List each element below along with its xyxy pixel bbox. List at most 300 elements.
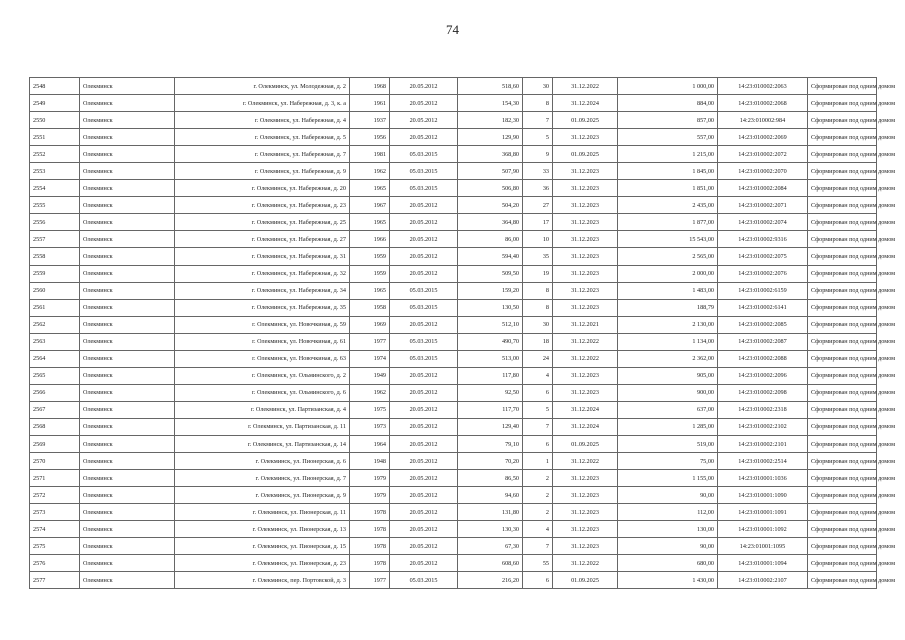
area-cell: 216,20 <box>458 572 523 589</box>
year-built-cell: 1965 <box>350 282 390 299</box>
table-row <box>30 78 877 95</box>
residents-count-cell: 8 <box>523 95 553 112</box>
address-cell: г. Олекминск, ул. Набережная, д. 20 <box>175 180 350 197</box>
table-row <box>30 572 877 589</box>
settlement-cell: Олекминск <box>80 555 175 572</box>
area-cell: 182,30 <box>458 112 523 129</box>
residents-count-cell: 8 <box>523 282 553 299</box>
land-status-cell: Сформирован под одним домом <box>808 265 877 282</box>
address-cell: г. Олекминск, ул. Набережная, д. 34 <box>175 282 350 299</box>
cadastral-number-cell: 14:23:010001:1092 <box>718 521 808 538</box>
cost-cell: 680,00 <box>618 555 718 572</box>
table-row <box>30 435 877 452</box>
land-status-cell: Сформирован под одним домом <box>808 418 877 435</box>
row-number-cell: 2562 <box>30 316 80 333</box>
address-cell: г. Олекминск, ул. Набережная, д. 9 <box>175 163 350 180</box>
deadline-date-cell: 31.12.2023 <box>553 299 618 316</box>
land-status-cell: Сформирован под одним домом <box>808 453 877 470</box>
row-number-cell: 2548 <box>30 78 80 95</box>
table-body <box>30 78 896 589</box>
inclusion-date-cell: 20.05.2012 <box>390 231 458 248</box>
inclusion-date-cell: 20.05.2012 <box>390 129 458 146</box>
area-cell: 154,30 <box>458 95 523 112</box>
cost-cell: 2 362,00 <box>618 350 718 367</box>
cost-cell: 900,00 <box>618 384 718 401</box>
year-built-cell: 1961 <box>350 95 390 112</box>
cost-cell: 1 430,00 <box>618 572 718 589</box>
row-number-cell: 2551 <box>30 129 80 146</box>
land-status-cell: Сформирован под одним домом <box>808 78 877 95</box>
address-cell: г. Олекминск, ул. Набережная, д. 25 <box>175 214 350 231</box>
cost-cell: 2 130,00 <box>618 316 718 333</box>
area-cell: 504,20 <box>458 197 523 214</box>
year-built-cell: 1962 <box>350 384 390 401</box>
table-row <box>30 163 877 180</box>
row-number-cell: 2560 <box>30 282 80 299</box>
settlement-cell: Олекминск <box>80 197 175 214</box>
land-status-cell: Сформирован под одним домом <box>808 231 877 248</box>
inclusion-date-cell: 20.05.2012 <box>390 214 458 231</box>
land-status-cell: Сформирован под одним домом <box>808 180 877 197</box>
residents-count-cell: 27 <box>523 197 553 214</box>
area-cell: 94,60 <box>458 487 523 504</box>
residents-count-cell: 7 <box>523 418 553 435</box>
inclusion-date-cell: 05.03.2015 <box>390 146 458 163</box>
deadline-date-cell: 31.12.2023 <box>553 538 618 555</box>
inclusion-date-cell: 20.05.2012 <box>390 78 458 95</box>
table-row <box>30 401 877 418</box>
residents-count-cell: 18 <box>523 333 553 350</box>
year-built-cell: 1979 <box>350 487 390 504</box>
land-status-cell: Сформирован под одним домом <box>808 112 877 129</box>
inclusion-date-cell: 05.03.2015 <box>390 299 458 316</box>
settlement-cell: Олекминск <box>80 487 175 504</box>
residents-count-cell: 4 <box>523 521 553 538</box>
inclusion-date-cell: 20.05.2012 <box>390 367 458 384</box>
deadline-date-cell: 31.12.2023 <box>553 265 618 282</box>
year-built-cell: 1981 <box>350 146 390 163</box>
year-built-cell: 1975 <box>350 401 390 418</box>
inclusion-date-cell: 20.05.2012 <box>390 453 458 470</box>
year-built-cell: 1978 <box>350 521 390 538</box>
deadline-date-cell: 01.09.2025 <box>553 112 618 129</box>
address-cell: г. Олекминск, ул. Набережная, д. 5 <box>175 129 350 146</box>
row-number-cell: 2568 <box>30 418 80 435</box>
residents-count-cell: 5 <box>523 129 553 146</box>
address-cell: г. Олекминск, ул. Набережная, д. 3, к. а <box>175 95 350 112</box>
address-cell: г. Олекминск, ул. Новочкиная, д. 63 <box>175 350 350 367</box>
deadline-date-cell: 31.12.2023 <box>553 197 618 214</box>
settlement-cell: Олекминск <box>80 180 175 197</box>
cadastral-number-cell: 14:23:010002:2318 <box>718 401 808 418</box>
row-number-cell: 2574 <box>30 521 80 538</box>
cadastral-number-cell: 14:23:010002:2085 <box>718 316 808 333</box>
area-cell: 608,60 <box>458 555 523 572</box>
address-cell: г. Олекминск, ул. Пионерская, д. 15 <box>175 538 350 555</box>
deadline-date-cell: 31.12.2024 <box>553 418 618 435</box>
settlement-cell: Олекминск <box>80 418 175 435</box>
settlement-cell: Олекминск <box>80 453 175 470</box>
row-number-cell: 2569 <box>30 435 80 452</box>
inclusion-date-cell: 20.05.2012 <box>390 470 458 487</box>
cadastral-number-cell: 14:23:010001:1091 <box>718 504 808 521</box>
address-cell: г. Олекминск, ул. Пионерская, д. 13 <box>175 521 350 538</box>
deadline-date-cell: 31.12.2023 <box>553 470 618 487</box>
residents-count-cell: 7 <box>523 538 553 555</box>
table-row <box>30 214 877 231</box>
address-cell: г. Олекминск, ул. Пионерская, д. 7 <box>175 470 350 487</box>
deadline-date-cell: 31.12.2022 <box>553 78 618 95</box>
settlement-cell: Олекминск <box>80 214 175 231</box>
cost-cell: 905,00 <box>618 367 718 384</box>
residents-count-cell: 1 <box>523 453 553 470</box>
cadastral-number-cell: 14:23:010002:2072 <box>718 146 808 163</box>
deadline-date-cell: 31.12.2022 <box>553 350 618 367</box>
land-status-cell: Сформирован под одним домом <box>808 487 877 504</box>
inclusion-date-cell: 05.03.2015 <box>390 282 458 299</box>
deadline-date-cell: 31.12.2023 <box>553 129 618 146</box>
area-cell: 518,60 <box>458 78 523 95</box>
deadline-date-cell: 31.12.2024 <box>553 401 618 418</box>
land-status-cell: Сформирован под одним домом <box>808 316 877 333</box>
residents-count-cell: 6 <box>523 384 553 401</box>
inclusion-date-cell: 20.05.2012 <box>390 401 458 418</box>
residents-count-cell: 33 <box>523 163 553 180</box>
land-status-cell: Сформирован под одним домом <box>808 163 877 180</box>
address-cell: г. Олекминск, ул. Набережная, д. 23 <box>175 197 350 214</box>
settlement-cell: Олекминск <box>80 350 175 367</box>
residents-count-cell: 36 <box>523 180 553 197</box>
cost-cell: 188,79 <box>618 299 718 316</box>
table-row <box>30 282 877 299</box>
address-cell: г. Олекминск, ул. Набережная, д. 4 <box>175 112 350 129</box>
year-built-cell: 1977 <box>350 572 390 589</box>
settlement-cell: Олекминск <box>80 384 175 401</box>
deadline-date-cell: 31.12.2023 <box>553 487 618 504</box>
table-row <box>30 453 877 470</box>
area-cell: 509,50 <box>458 265 523 282</box>
inclusion-date-cell: 05.03.2015 <box>390 163 458 180</box>
deadline-date-cell: 31.12.2022 <box>553 555 618 572</box>
residents-count-cell: 2 <box>523 470 553 487</box>
land-status-cell: Сформирован под одним домом <box>808 555 877 572</box>
cadastral-number-cell: 14:23:010002:2098 <box>718 384 808 401</box>
land-status-cell: Сформирован под одним домом <box>808 521 877 538</box>
settlement-cell: Олекминск <box>80 95 175 112</box>
row-number-cell: 2570 <box>30 453 80 470</box>
area-cell: 130,50 <box>458 299 523 316</box>
deadline-date-cell: 31.12.2024 <box>553 95 618 112</box>
residents-count-cell: 5 <box>523 401 553 418</box>
row-number-cell: 2565 <box>30 367 80 384</box>
settlement-cell: Олекминск <box>80 163 175 180</box>
address-cell: г. Олекминск, ул. Партизанская, д. 11 <box>175 418 350 435</box>
cadastral-number-cell: 14:23:010002:6159 <box>718 282 808 299</box>
inclusion-date-cell: 05.03.2015 <box>390 333 458 350</box>
land-status-cell: Сформирован под одним домом <box>808 350 877 367</box>
cost-cell: 2 000,00 <box>618 265 718 282</box>
area-cell: 131,80 <box>458 504 523 521</box>
residents-count-cell: 17 <box>523 214 553 231</box>
table-row <box>30 538 877 555</box>
year-built-cell: 1966 <box>350 231 390 248</box>
year-built-cell: 1965 <box>350 180 390 197</box>
settlement-cell: Олекминск <box>80 401 175 418</box>
table-row <box>30 367 877 384</box>
row-number-cell: 2573 <box>30 504 80 521</box>
area-cell: 117,80 <box>458 367 523 384</box>
cost-cell: 1 155,00 <box>618 470 718 487</box>
year-built-cell: 1948 <box>350 453 390 470</box>
cadastral-number-cell: 14:23:010002:2514 <box>718 453 808 470</box>
settlement-cell: Олекминск <box>80 470 175 487</box>
row-number-cell: 2561 <box>30 299 80 316</box>
year-built-cell: 1978 <box>350 538 390 555</box>
settlement-cell: Олекминск <box>80 521 175 538</box>
table-row <box>30 504 877 521</box>
address-cell: г. Олекминск, ул. Набережная, д. 27 <box>175 231 350 248</box>
cost-cell: 857,00 <box>618 112 718 129</box>
cadastral-number-cell: 14:23:010002:2101 <box>718 435 808 452</box>
row-number-cell: 2556 <box>30 214 80 231</box>
land-status-cell: Сформирован под одним домом <box>808 333 877 350</box>
year-built-cell: 1968 <box>350 78 390 95</box>
cadastral-number-cell: 14:23:010002:984 <box>718 112 808 129</box>
area-cell: 79,10 <box>458 435 523 452</box>
year-built-cell: 1979 <box>350 470 390 487</box>
deadline-date-cell: 31.12.2023 <box>553 504 618 521</box>
address-cell: г. Олекминск, ул. Пионерская, д. 6 <box>175 453 350 470</box>
cadastral-number-cell: 14:23:010001:1090 <box>718 487 808 504</box>
cadastral-number-cell: 14:23:01001:1095 <box>718 538 808 555</box>
inclusion-date-cell: 20.05.2012 <box>390 384 458 401</box>
settlement-cell: Олекминск <box>80 248 175 265</box>
residents-count-cell: 30 <box>523 316 553 333</box>
address-cell: г. Олекминск, ул. Новочкиная, д. 59 <box>175 316 350 333</box>
table-row <box>30 384 877 401</box>
land-status-cell: Сформирован под одним домом <box>808 504 877 521</box>
settlement-cell: Олекминск <box>80 231 175 248</box>
address-cell: г. Олекминск, ул. Набережная, д. 7 <box>175 146 350 163</box>
land-status-cell: Сформирован под одним домом <box>808 282 877 299</box>
inclusion-date-cell: 20.05.2012 <box>390 521 458 538</box>
cost-cell: 90,00 <box>618 538 718 555</box>
address-cell: г. Олекминск, ул. Набережная, д. 31 <box>175 248 350 265</box>
year-built-cell: 1967 <box>350 197 390 214</box>
inclusion-date-cell: 20.05.2012 <box>390 316 458 333</box>
settlement-cell: Олекминск <box>80 316 175 333</box>
land-status-cell: Сформирован под одним домом <box>808 146 877 163</box>
table-row <box>30 95 877 112</box>
year-built-cell: 1959 <box>350 265 390 282</box>
residents-count-cell: 6 <box>523 435 553 452</box>
area-cell: 594,40 <box>458 248 523 265</box>
land-status-cell: Сформирован под одним домом <box>808 470 877 487</box>
year-built-cell: 1974 <box>350 350 390 367</box>
cadastral-number-cell: 14:23:010002:2069 <box>718 129 808 146</box>
row-number-cell: 2576 <box>30 555 80 572</box>
inclusion-date-cell: 05.03.2015 <box>390 572 458 589</box>
land-status-cell: Сформирован под одним домом <box>808 248 877 265</box>
address-cell: г. Олекминск, ул. Новочкиная, д. 61 <box>175 333 350 350</box>
cost-cell: 15 543,00 <box>618 231 718 248</box>
area-cell: 130,30 <box>458 521 523 538</box>
row-number-cell: 2549 <box>30 95 80 112</box>
row-number-cell: 2566 <box>30 384 80 401</box>
deadline-date-cell: 31.12.2022 <box>553 333 618 350</box>
area-cell: 129,40 <box>458 418 523 435</box>
inclusion-date-cell: 20.05.2012 <box>390 265 458 282</box>
deadline-date-cell: 31.12.2023 <box>553 163 618 180</box>
table-row <box>30 470 877 487</box>
cost-cell: 637,00 <box>618 401 718 418</box>
table-row <box>30 487 877 504</box>
address-cell: г. Олекминск, ул. Молодежная, д. 2 <box>175 78 350 95</box>
area-cell: 129,90 <box>458 129 523 146</box>
land-status-cell: Сформирован под одним домом <box>808 401 877 418</box>
address-cell: г. Олекминск, ул. Набережная, д. 35 <box>175 299 350 316</box>
settlement-cell: Олекминск <box>80 333 175 350</box>
land-status-cell: Сформирован под одним домом <box>808 95 877 112</box>
row-number-cell: 2571 <box>30 470 80 487</box>
inclusion-date-cell: 20.05.2012 <box>390 435 458 452</box>
settlement-cell: Олекминск <box>80 146 175 163</box>
settlement-cell: Олекминск <box>80 572 175 589</box>
settlement-cell: Олекминск <box>80 78 175 95</box>
deadline-date-cell: 31.12.2023 <box>553 248 618 265</box>
area-cell: 67,30 <box>458 538 523 555</box>
deadline-date-cell: 31.12.2023 <box>553 180 618 197</box>
residents-count-cell: 55 <box>523 555 553 572</box>
area-cell: 70,20 <box>458 453 523 470</box>
cost-cell: 519,00 <box>618 435 718 452</box>
row-number-cell: 2555 <box>30 197 80 214</box>
deadline-date-cell: 31.12.2023 <box>553 384 618 401</box>
land-status-cell: Сформирован под одним домом <box>808 299 877 316</box>
year-built-cell: 1964 <box>350 435 390 452</box>
table-row <box>30 350 877 367</box>
deadline-date-cell: 31.12.2023 <box>553 282 618 299</box>
cadastral-number-cell: 14:23:010002:2088 <box>718 350 808 367</box>
table-row <box>30 248 877 265</box>
cadastral-number-cell: 14:23:010002:6141 <box>718 299 808 316</box>
cost-cell: 557,00 <box>618 129 718 146</box>
inclusion-date-cell: 20.05.2012 <box>390 538 458 555</box>
row-number-cell: 2554 <box>30 180 80 197</box>
cadastral-number-cell: 14:23:010001:1094 <box>718 555 808 572</box>
year-built-cell: 1977 <box>350 333 390 350</box>
settlement-cell: Олекминск <box>80 367 175 384</box>
cadastral-number-cell: 14:23:010002:2102 <box>718 418 808 435</box>
residents-count-cell: 2 <box>523 504 553 521</box>
row-number-cell: 2553 <box>30 163 80 180</box>
table-row <box>30 265 877 282</box>
deadline-date-cell: 31.12.2022 <box>553 453 618 470</box>
cadastral-number-cell: 14:23:010002:2070 <box>718 163 808 180</box>
area-cell: 512,10 <box>458 316 523 333</box>
inclusion-date-cell: 20.05.2012 <box>390 112 458 129</box>
settlement-cell: Олекминск <box>80 435 175 452</box>
inclusion-date-cell: 20.05.2012 <box>390 555 458 572</box>
cost-cell: 75,00 <box>618 453 718 470</box>
land-status-cell: Сформирован под одним домом <box>808 197 877 214</box>
cadastral-number-cell: 14:23:010002:2076 <box>718 265 808 282</box>
area-cell: 86,00 <box>458 231 523 248</box>
settlement-cell: Олекминск <box>80 282 175 299</box>
area-cell: 86,50 <box>458 470 523 487</box>
cost-cell: 1 851,00 <box>618 180 718 197</box>
area-cell: 117,70 <box>458 401 523 418</box>
settlement-cell: Олекминск <box>80 112 175 129</box>
inclusion-date-cell: 20.05.2012 <box>390 487 458 504</box>
area-cell: 513,00 <box>458 350 523 367</box>
row-number-cell: 2564 <box>30 350 80 367</box>
inclusion-date-cell: 20.05.2012 <box>390 504 458 521</box>
inclusion-date-cell: 05.03.2015 <box>390 350 458 367</box>
inclusion-date-cell: 20.05.2012 <box>390 418 458 435</box>
table-row <box>30 299 877 316</box>
cadastral-number-cell: 14:23:010002:2068 <box>718 95 808 112</box>
table-row <box>30 197 877 214</box>
cost-cell: 1 000,00 <box>618 78 718 95</box>
year-built-cell: 1978 <box>350 504 390 521</box>
row-number-cell: 2550 <box>30 112 80 129</box>
settlement-cell: Олекминск <box>80 129 175 146</box>
settlement-cell: Олекминск <box>80 299 175 316</box>
residents-count-cell: 24 <box>523 350 553 367</box>
deadline-date-cell: 31.12.2023 <box>553 367 618 384</box>
inclusion-date-cell: 05.03.2015 <box>390 180 458 197</box>
year-built-cell: 1978 <box>350 555 390 572</box>
year-built-cell: 1956 <box>350 129 390 146</box>
inclusion-date-cell: 20.05.2012 <box>390 197 458 214</box>
cadastral-number-cell: 14:23:010002:2075 <box>718 248 808 265</box>
address-cell: г. Олекминск, ул. Пионерская, д. 11 <box>175 504 350 521</box>
table-row <box>30 521 877 538</box>
address-cell: г. Олекминск, ул. Пионерская, д. 9 <box>175 487 350 504</box>
table-row <box>30 316 877 333</box>
table-row <box>30 555 877 572</box>
land-status-cell: Сформирован под одним домом <box>808 572 877 589</box>
area-cell: 364,80 <box>458 214 523 231</box>
deadline-date-cell: 31.12.2023 <box>553 214 618 231</box>
row-number-cell: 2575 <box>30 538 80 555</box>
cost-cell: 90,00 <box>618 487 718 504</box>
land-status-cell: Сформирован под одним домом <box>808 367 877 384</box>
address-cell: г. Олекминск, ул. Набережная, д. 32 <box>175 265 350 282</box>
residents-count-cell: 4 <box>523 367 553 384</box>
cadastral-number-cell: 14:23:010002:2074 <box>718 214 808 231</box>
land-status-cell: Сформирован под одним домом <box>808 384 877 401</box>
area-cell: 92,50 <box>458 384 523 401</box>
row-number-cell: 2572 <box>30 487 80 504</box>
cost-cell: 1 483,00 <box>618 282 718 299</box>
inclusion-date-cell: 20.05.2012 <box>390 95 458 112</box>
residents-count-cell: 9 <box>523 146 553 163</box>
residents-count-cell: 8 <box>523 299 553 316</box>
table-row <box>30 180 877 197</box>
residents-count-cell: 30 <box>523 78 553 95</box>
table-row <box>30 129 877 146</box>
deadline-date-cell: 31.12.2023 <box>553 521 618 538</box>
year-built-cell: 1962 <box>350 163 390 180</box>
address-cell: г. Олекминск, ул. Ольминского, д. 2 <box>175 367 350 384</box>
cost-cell: 1 134,00 <box>618 333 718 350</box>
settlement-cell: Олекминск <box>80 538 175 555</box>
area-cell: 490,70 <box>458 333 523 350</box>
settlement-cell: Олекминск <box>80 265 175 282</box>
deadline-date-cell: 31.12.2023 <box>553 231 618 248</box>
